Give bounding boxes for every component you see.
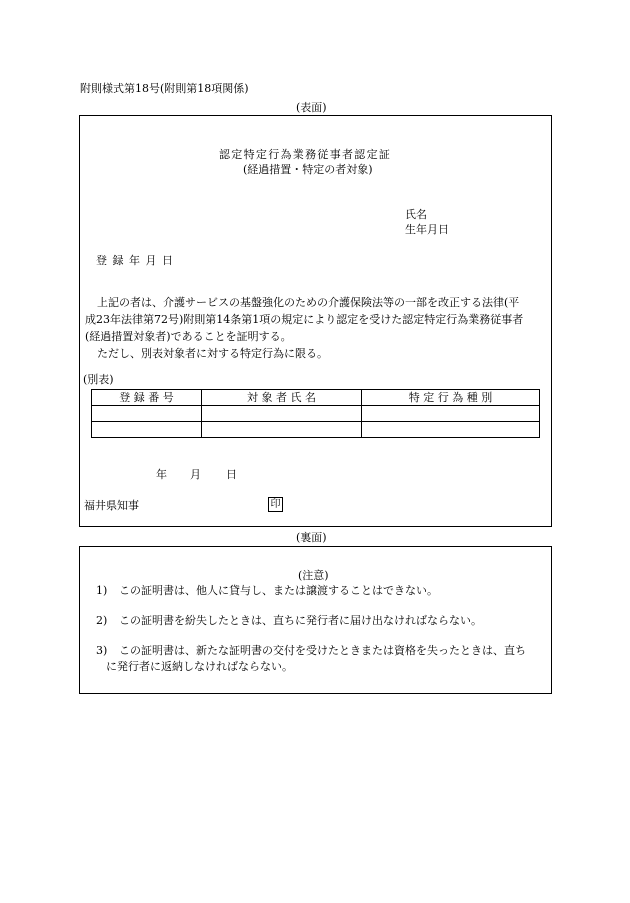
table-cell xyxy=(202,422,362,438)
birthdate-label: 生年月日 xyxy=(405,223,449,236)
name-label: 氏名 xyxy=(405,208,427,221)
certificate-subtitle: (経過措置・特定の者対象) xyxy=(243,163,373,176)
table-cell xyxy=(362,422,540,438)
note-3-number: 3) xyxy=(96,644,108,657)
table-cell xyxy=(92,422,202,438)
note-1-number: 1) xyxy=(96,584,108,597)
official-seal: 印 xyxy=(268,497,283,512)
certificate-title: 認定特定行為業務従事者認定証 xyxy=(219,148,392,161)
annex-table xyxy=(91,389,540,438)
body-line-3: (経過措置対象者)であることを証明する。 xyxy=(85,330,292,343)
issue-date-year: 年 xyxy=(156,468,167,481)
table-cell xyxy=(202,406,362,422)
note-2-text: この証明書を紛失したときは、直ちに発行者に届け出なければならない。 xyxy=(119,614,482,627)
header-registration-number: 登 録 番 号 xyxy=(92,390,202,406)
body-line-4: ただし、別表対象者に対する特定行為に限る。 xyxy=(97,347,328,360)
issue-date-day: 日 xyxy=(226,468,237,481)
table-header-row xyxy=(92,390,540,406)
notes-title: (注意) xyxy=(298,569,329,582)
body-line-2: 成23年法律第72号)附則第14条第1項の規定により認定を受けた認定特定行為業務従事者 xyxy=(85,313,524,326)
issue-date-month: 月 xyxy=(190,468,201,481)
issuer-name: 福井県知事 xyxy=(84,499,139,512)
header-specified-act-type: 特 定 行 為 種 別 xyxy=(362,390,540,406)
registration-date-label: 登 録 年 月 日 xyxy=(96,254,174,267)
note-3-continuation: に発行者に返納しなければならない。 xyxy=(106,660,293,673)
front-label: (表面) xyxy=(296,101,327,114)
table-cell xyxy=(92,406,202,422)
table-cell xyxy=(362,406,540,422)
note-2-number: 2) xyxy=(96,614,108,627)
note-3-text: この証明書は、新たな証明書の交付を受けたときまたは資格を失ったときは、直ち xyxy=(119,644,526,657)
back-label: (裏面) xyxy=(296,531,327,544)
form-number: 附則様式第18号(附則第18項関係) xyxy=(80,82,249,95)
note-1-text: この証明書は、他人に貸与し、または譲渡することはできない。 xyxy=(119,584,438,597)
table-row xyxy=(92,406,540,422)
header-target-person-name: 対 象 者 氏 名 xyxy=(202,390,362,406)
annex-label: (別表) xyxy=(83,373,114,386)
table-row xyxy=(92,422,540,438)
body-line-1: 上記の者は、介護サービスの基盤強化のための介護保険法等の一部を改正する法律(平 xyxy=(97,296,520,309)
